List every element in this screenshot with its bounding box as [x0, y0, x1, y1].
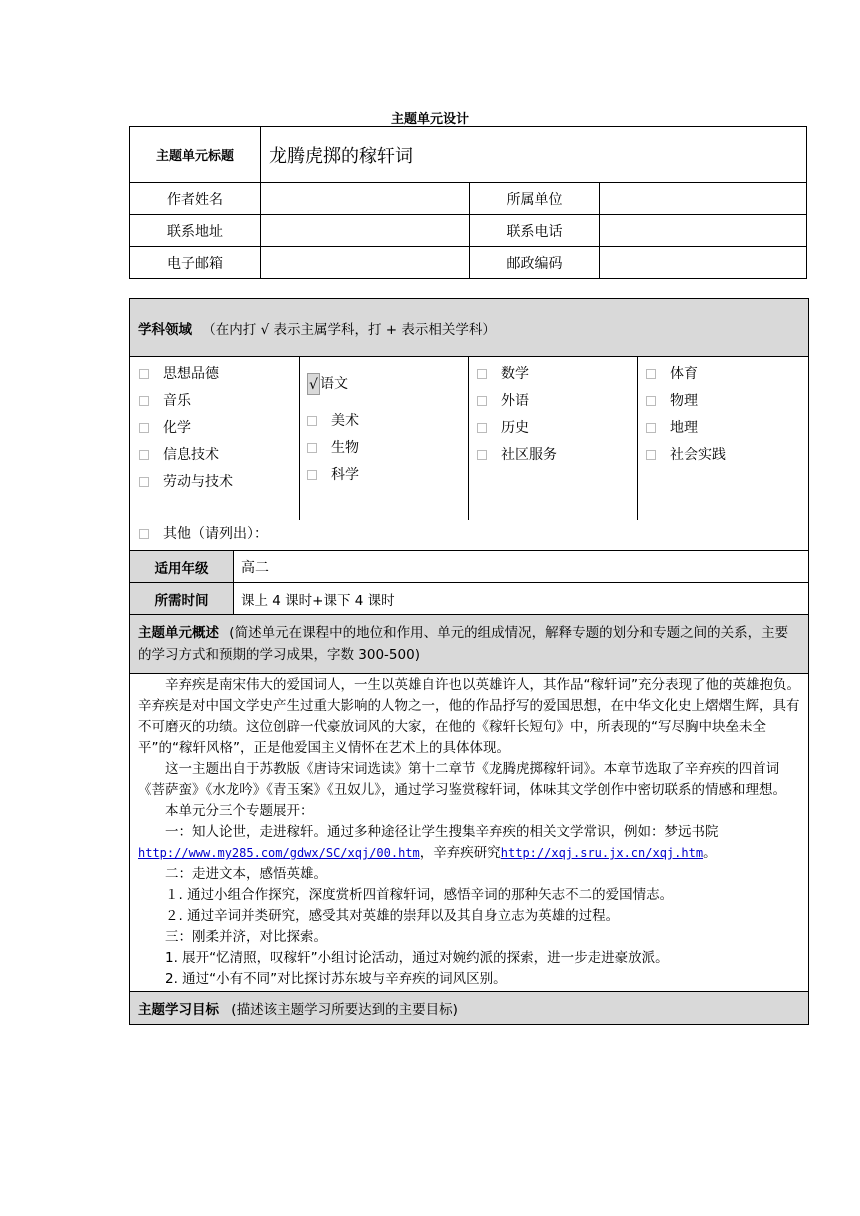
- overview-label: 主题单元概述: [138, 625, 219, 641]
- subject-item[interactable]: 体育: [646, 361, 726, 388]
- goals-header: [130, 992, 809, 1025]
- overview-note: (简述单元在课程中的地位和作用、单元的组成情况，解释专题的划分和专题之间的关系，主要的学习方式和预期的学习成果，字数 300-500): [138, 625, 789, 663]
- page-title: 主题单元设计: [390, 112, 469, 127]
- subject-item[interactable]: 美术: [307, 408, 359, 435]
- overview-paragraph: 三：刚柔并济，对比探索。: [165, 929, 327, 945]
- subject-grid: [130, 357, 808, 550]
- column-divider: [468, 357, 469, 520]
- main-table: [129, 298, 809, 1025]
- checkbox[interactable]: [646, 396, 656, 406]
- column-divider: [637, 357, 638, 520]
- subject-grid-cell: [130, 357, 809, 551]
- phone-field[interactable]: [600, 215, 807, 247]
- subject-item[interactable]: 社会实践: [646, 442, 726, 469]
- subject-item[interactable]: 数学: [477, 361, 557, 388]
- grade-value[interactable]: 高二: [234, 551, 809, 583]
- checkbox[interactable]: [139, 450, 149, 460]
- affiliation-field[interactable]: [600, 183, 807, 215]
- info-table: [129, 126, 807, 279]
- affiliation-label: 所属单位: [470, 183, 600, 215]
- title-label: 主题单元标题: [130, 127, 261, 183]
- subject-item[interactable]: 外语: [477, 388, 557, 415]
- checkbox[interactable]: [646, 450, 656, 460]
- overview-paragraph: 辛弃疾是南宋伟大的爱国词人，一生以英雄自许也以英雄许人，其作品“稼轩词”充分表现了他的英雄抱负。辛弃疾是对中国文学史产生过重大影响的人物之一，他的作品抒写的爱国思想，在中华文化史上熠熠生辉，具有不可磨灭的功绩。这位创辟一代豪放词风的大家，在他的《稼轩长短句》中，所表现的“写尽胸中块垒未全平”的“稼轩风格”，正是他爱国主义情怀在艺术上的具体体现。: [138, 677, 800, 756]
- subject-column-4: [646, 361, 726, 469]
- checkbox[interactable]: [477, 423, 487, 433]
- postcode-label: 邮政编码: [470, 247, 600, 279]
- subject-area-header: [130, 299, 809, 357]
- subject-item[interactable]: 信息技术: [139, 442, 233, 469]
- link-myshuyuan[interactable]: http://www.my285.com/gdwx/SC/xqj/00.htm: [138, 846, 420, 860]
- subject-column-2: [307, 371, 359, 489]
- subject-item[interactable]: 历史: [477, 415, 557, 442]
- link-xqj-research[interactable]: http://xqj.sru.jx.cn/xqj.htm: [500, 846, 704, 860]
- checkbox[interactable]: [477, 450, 487, 460]
- subject-item[interactable]: 地理: [646, 415, 726, 442]
- subject-item[interactable]: 音乐: [139, 388, 233, 415]
- overview-header: [130, 615, 809, 674]
- overview-paragraph: 这一主题出自于苏教版《唐诗宋词选读》第十二章节《龙腾虎掷稼轩词》。本章节选取了辛弃疾的四首词《菩萨蛮》《水龙吟》《青玉案》《丑奴儿》，通过学习鉴赏稼轩词，体味其文学创作中密切联系的情感和理想。: [138, 761, 786, 798]
- checkbox[interactable]: [307, 443, 317, 453]
- subject-column-3: [477, 361, 557, 469]
- email-label: 电子邮箱: [130, 247, 261, 279]
- subject-item[interactable]: 科学: [307, 462, 359, 489]
- check-mark-icon[interactable]: √: [307, 373, 320, 395]
- overview-paragraph: ２. 通过辛词并类研究，感受其对英雄的崇拜以及其自身立志为英雄的过程。: [165, 908, 620, 924]
- grade-label: 适用年级: [130, 551, 234, 583]
- checkbox[interactable]: [646, 423, 656, 433]
- author-name-field[interactable]: [261, 183, 470, 215]
- address-field[interactable]: [261, 215, 470, 247]
- subject-item[interactable]: 物理: [646, 388, 726, 415]
- overview-paragraph: １. 通过小组合作探究，深度赏析四首稼轩词，感悟辛词的那种矢志不二的爱国情志。: [165, 887, 674, 903]
- checkbox[interactable]: [139, 423, 149, 433]
- email-field[interactable]: [261, 247, 470, 279]
- overview-paragraph: 本单元分三个专题展开：: [165, 803, 314, 819]
- checkbox[interactable]: [139, 529, 149, 539]
- goals-note: (描述该主题学习所要达到的主要目标): [231, 1002, 458, 1018]
- overview-paragraph: 一：知人论世，走进稼轩。通过多种途径让学生搜集辛弃疾的相关文学常识，例如：梦远书院http://www.my285.com/gdwx/SC/xqj/00.htm，辛弃疾研究http://xqj.sru.jx.cn/xqj.htm。: [138, 824, 719, 861]
- subject-area-note: （在内打 √ 表示主属学科，打 + 表示相关学科）: [202, 321, 496, 338]
- postcode-field[interactable]: [600, 247, 807, 279]
- subject-area-label: 学科领域: [138, 321, 192, 338]
- time-value[interactable]: 课上 4 课时+课下 4 课时: [234, 583, 809, 615]
- overview-body[interactable]: [130, 674, 809, 992]
- checkbox[interactable]: [307, 470, 317, 480]
- checkbox[interactable]: [477, 369, 487, 379]
- author-name-label: 作者姓名: [130, 183, 261, 215]
- checkbox[interactable]: [139, 369, 149, 379]
- subject-item[interactable]: 化学: [139, 415, 233, 442]
- address-label: 联系地址: [130, 215, 261, 247]
- checkbox[interactable]: [139, 477, 149, 487]
- overview-paragraph: 二：走进文本，感悟英雄。: [165, 866, 327, 882]
- checkbox[interactable]: [139, 396, 149, 406]
- phone-label: 联系电话: [470, 215, 600, 247]
- checkbox[interactable]: [477, 396, 487, 406]
- subject-item[interactable]: 社区服务: [477, 442, 557, 469]
- subject-item-checked[interactable]: √ 语文: [307, 371, 359, 398]
- time-label: 所需时间: [130, 583, 234, 615]
- subject-item[interactable]: 生物: [307, 435, 359, 462]
- unit-title[interactable]: 龙腾虎掷的稼轩词: [261, 127, 807, 183]
- overview-paragraph: 1. 展开“忆清照，叹稼轩”小组讨论活动，通过对婉约派的探索，进一步走进豪放派。: [165, 950, 669, 966]
- subject-item[interactable]: 思想品德: [139, 361, 233, 388]
- overview-paragraph: 2. 通过“小有不同”对比探讨苏东坡与辛弃疾的词风区别。: [165, 971, 507, 987]
- subject-column-1: [139, 361, 233, 496]
- goals-label: 主题学习目标: [138, 1002, 219, 1018]
- checkbox[interactable]: [307, 416, 317, 426]
- checkbox[interactable]: [646, 369, 656, 379]
- subject-other[interactable]: 其他（请列出）：: [139, 521, 268, 548]
- column-divider: [299, 357, 300, 520]
- subject-item[interactable]: 劳动与技术: [139, 469, 233, 496]
